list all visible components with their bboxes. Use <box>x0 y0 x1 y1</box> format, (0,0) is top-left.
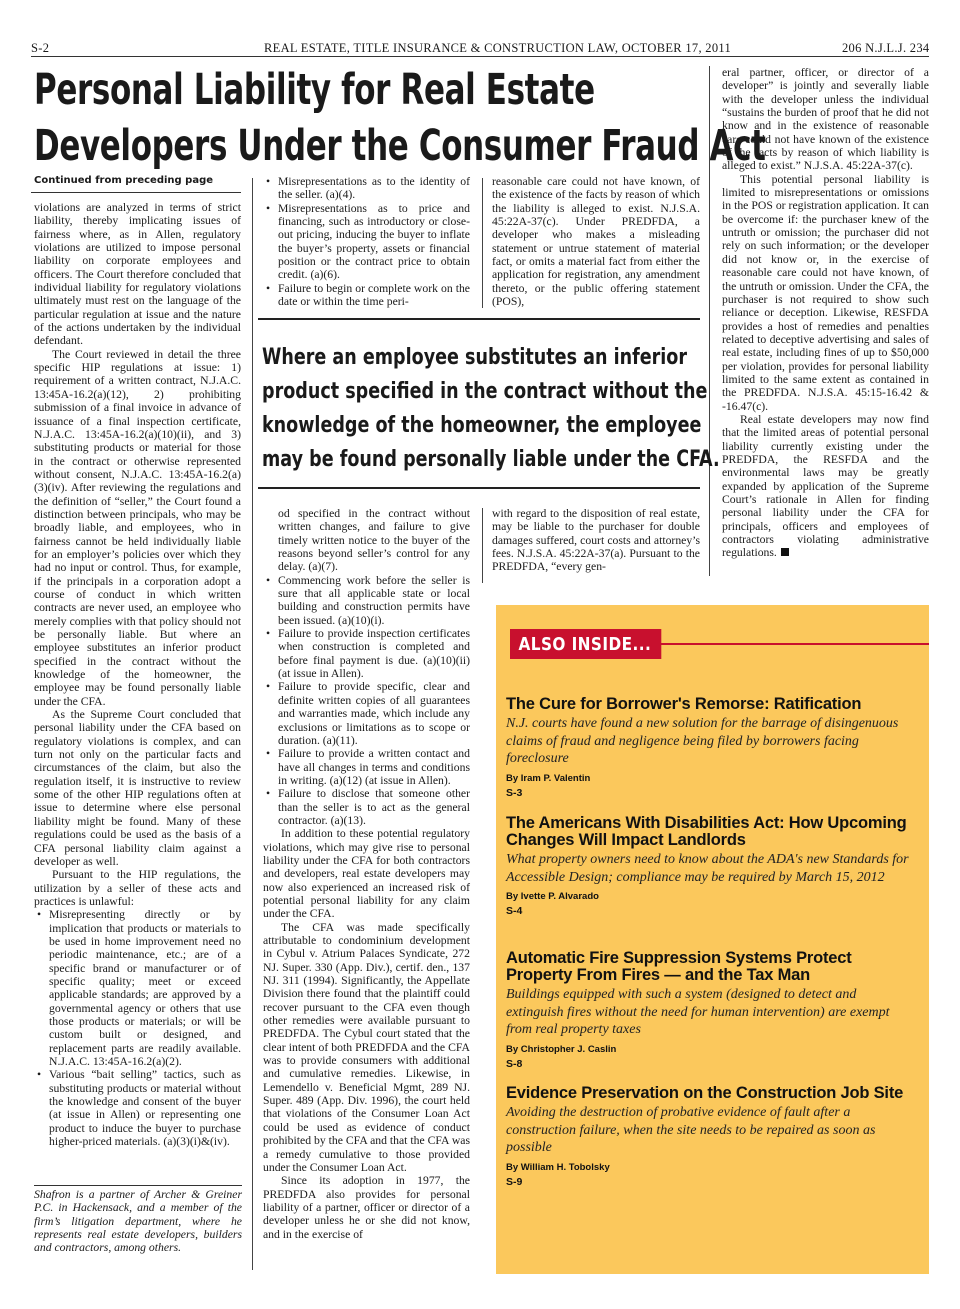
continued-label: Continued from preceding page <box>34 175 214 186</box>
article-column-1 <box>34 201 241 1148</box>
item-description: What property owners need to know about the ADA's new Standards for Accessible Design; compliance may be required by March 15, 2012 <box>506 852 909 885</box>
article-column-2-top <box>263 175 470 308</box>
paragraph: In addition to these potential regulatory violations, which may give rise to personal liability under the CFA for both contractors and developers, real estate developers may now also experienced an increased risk of potential personal liability for any claim under the CFA. <box>263 827 470 921</box>
bullet-list <box>263 574 470 828</box>
pull-quote-line: Where an employee substitutes an inferior <box>262 344 688 370</box>
item-page: S-8 <box>506 1057 523 1070</box>
paragraph: Pursuant to the HIP regulations, the utilization by a seller of these acts and practices is unlawful: <box>34 868 241 908</box>
item-title: The Americans With Disabilities Act: How Upcoming Changes Will Impact Landlords <box>506 814 907 849</box>
paragraph-text: Real estate developers may now find that the limited areas of potential personal liability currently existing under the PREDFDA, the RESFDA and the environmental laws may be greatly expanded by application of the Supreme Court’s rationale in Allen for finding personal liability under the CFA for principals, officers and employees of contractors violating administrative regulations. <box>722 412 929 560</box>
item-page: S-4 <box>506 905 523 917</box>
item-page: S-3 <box>506 786 523 799</box>
list-item: • Commencing work before the seller is sure that all applicable state or local building and construction permits have been issued. (a)(10)(i). <box>263 574 470 627</box>
also-inside-item[interactable] <box>506 950 916 1070</box>
item-description: Buildings equipped with such a system (designed to detect and extinguish fires without the need for human intervention) are exempt from real property taxes <box>506 987 890 1037</box>
headline-line-2: Developers Under the Consumer Fraud Act <box>34 121 766 171</box>
pull-quote-line: product specified in the contract without the <box>262 378 708 404</box>
column-rule-2-bottom <box>482 508 483 583</box>
bullet-list <box>263 175 470 308</box>
list-item: • Failure to provide inspection certificates when construction is completed and before final payment is due. (a)(10)(ii) (at issue in Allen). <box>263 627 470 680</box>
list-item: • Misrepresentations as to price and financing, such as introductory or close-out pricing, inducing the buyer to inflate the buyer’s property, assets or financial position or the contract price to obtain credit. (a)(6). <box>263 202 470 282</box>
list-item: • Various “bait selling” tactics, such as substituting products or material without the knowledge and consent of the buyer (at issue in Allen) or representing one product to induce the buyer to purchase higher-priced materials. (a)(3)(i)&(iv). <box>34 1068 241 1148</box>
column-rule-1 <box>252 178 253 1270</box>
item-byline: By Christopher J. Caslin <box>506 1043 617 1055</box>
also-inside-box <box>496 605 929 1274</box>
also-inside-label: ALSO INSIDE... <box>510 629 661 659</box>
paragraph: The CFA was made specifically attributable to condominium development in Cybul v. Atrium Palaces Syndicate, 272 NJ. Super. 330 (App. Div.), certif. den., 137 NJ. 311 (1994). Significantly, the Appellate Division there found that the plaintiff could recover pursuant to the CFA even though other remedies were available pursuant to PREDFDA. The Cybul court stated that the clear intent of both PREDFDA and the CFA was to provide consumers with additional and cumulative remedies. Likewise, in Lemendello v. Beneficial Mgmt, 289 NJ. Super. 489 (App. Div. 1996), the court held that violations of the Consumer Loan Act could be used as evidence of conduct prohibited by the CFA and that the CFA was a remedy cumulative to those provided under the Consumer Loan Act. <box>263 920 470 1174</box>
list-item: • Failure to provide a written contact and have all changes in terms and conditions in writing. (a)(12) (at issue in Allen). <box>263 747 470 787</box>
item-byline: By William H. Tobolsky <box>506 1161 610 1173</box>
paragraph: Since its adoption in 1977, the PREDFDA also provides for personal liability of a partner, officer or director of a developer unless he or she did not know, and in the exercise of <box>263 1174 470 1241</box>
bullet-list <box>34 908 241 1148</box>
also-inside-item[interactable] <box>506 815 916 917</box>
headline-line-1: Personal Liability for Real Estate <box>34 65 595 115</box>
article-column-3-top <box>492 175 700 308</box>
also-inside-item[interactable] <box>506 696 916 799</box>
also-inside-rule <box>646 643 929 645</box>
column-rule-3 <box>709 66 710 576</box>
item-byline: By Ivette P. Alvarado <box>506 891 599 902</box>
list-item: • Misrepresenting directly or by implication that products or materials to be used in home improvement need no periodic maintenance, etc.; are of a specific brand or manufacturer or of specific quality; meet or exceed applicable standards; are approved by a governmental agency or others that use those products or materials; or will be custom built or designed, and replacement parts are readily available. N.J.A.C. 13:45A-16.2(a)(2). <box>34 908 241 1068</box>
paragraph: This potential personal liability is limited to misrepresentations or omissions in the POS or registration application. It can be overcome if: the purchaser knew of the untruth or omission; the purchaser did not rely on such information; or the developer did not know or, in the exercise of reasonable care could not have known, of the untruth or omission. Under the CFA, the purchaser is not required to show such reliance or deception. Likewise, RESFDA provides a host of remedies and penalties related to deceptive advertising and sales of real estate, including fines of up to $50,000 per violation, provides for personal liability limited to the same extent as contained in the PREDFDA. N.J.S.A. 45:15-16.42 & -16.47(c). <box>722 172 929 413</box>
paragraph: As the Supreme Court concluded that personal liability under the CFA based on regulatory violations is complex, and can turn not only on the particular facts and circumstances of the claim, but also the regulation itself, it is instructive to review some of the other HIP regulations often at issue to determine where else personal liability might be found. Many of these regulations could be used as the basis of a CFA personal liability claim against a developer as well. <box>34 708 241 868</box>
item-description: Avoiding the destruction of probative evidence of fault after a construction failure, when the site needs to be repaired as soon as possible <box>506 1105 876 1155</box>
item-byline: By Iram P. Valentin <box>506 772 591 784</box>
item-page: S-9 <box>506 1175 523 1188</box>
section-title: REAL ESTATE, TITLE INSURANCE & CONSTRUCTION LAW, OCTOBER 17, 2011 <box>264 41 732 55</box>
header-rule <box>31 56 929 57</box>
item-description: N.J. courts have found a new solution for the barrage of disingenuous claims of fraud and negligence being filed by borrowers facing foreclosure <box>506 716 899 766</box>
pull-quote-rule-top <box>258 318 700 320</box>
list-item: • Failure to provide specific, clear and definite written copies of all guarantees and warranties made, which include any exclusions or limitations as to scope or duration. (a)(11). <box>263 680 470 747</box>
pull-quote-rule-bottom <box>258 487 700 489</box>
list-item: • Failure to disclose that someone other than the seller is to act as the general contractor. (a)(13). <box>263 787 470 827</box>
paragraph: with regard to the disposition of real estate, may be liable to the purchaser for double damages suffered, court costs and attorney’s fees. N.J.S.A. 45:22A-37(a). Pursuant to the PREDFDA, “every gen- <box>492 507 700 574</box>
column-rule-2-top <box>482 178 483 308</box>
journal-citation: 206 N.J.L.J. 234 <box>842 41 930 55</box>
item-title: The Cure for Borrower's Remorse: Ratification <box>506 695 862 713</box>
author-bio: Shafron is a partner of Archer & Greiner P.C. in Hackensack, and a member of the firm’s litigation department, where he represents real estate developers, builders and contractors, among others. <box>34 1188 242 1255</box>
pull-quote <box>262 340 720 476</box>
pull-quote-line: may be found personally liable under the CFA. <box>262 446 720 472</box>
bio-rule <box>34 1185 242 1186</box>
list-item: • Misrepresentations as to the identity of the seller. (a)(4). <box>263 175 470 202</box>
also-inside-item[interactable] <box>506 1085 916 1188</box>
paragraph: reasonable care could not have known, of the existence of the facts by reason of which the liability is alleged to exist. N.J.S.A. 45:22A-37(c). Under PREDFDA, a developer who makes a misleading statement or untrue statement of material fact, or omits a material fact from either the application for registration, any amendment thereto, or the public offering statement (POS), <box>492 175 700 309</box>
paragraph <box>722 413 929 560</box>
list-item: • Failure to begin or complete work on the date or within the time peri- <box>263 282 470 309</box>
item-title: Automatic Fire Suppression Systems Protect Property From Fires — and the Tax Man <box>506 949 852 984</box>
paragraph: eral partner, officer, or director of a developer” is jointly and severally liable with the developer unless the individual “sustains the burden of proof that he did not know and in the existence of reasonable care could not have known of the existence of the facts by reason of which liability is alleged to exist.” N.J.S.A. 45:22A-37(c). <box>722 66 929 173</box>
article-column-2-bottom <box>263 507 470 1241</box>
pull-quote-line: knowledge of the homeowner, the employee <box>262 412 702 438</box>
page-number: S-2 <box>31 41 50 55</box>
paragraph: The Court reviewed in detail the three specific HIP regulations at issue: 1) requirement of a written contract, N.J.A.C. 13:45A-16.2(a)(12), 2) prohibiting submission of a final invoice in advance of issuance of a final inspection certificate, N.J.A.C. 13:45A-16.2(a)(10)(ii), and 3) substituting products or material for those in the contract or otherwise represented without consent, N.J.A.C. 13:45A-16.2(a)(3)(iv). After reviewing the regulations and the definition of “seller,” the Court found a distinction between principals, who may be broadly liable, and employees, who in fairness cannot be held individually liable for an employer’s policies over which they had no input or control. Thus, for example, if the principals in a corporation adopt a course of conduct in which written contracts are never used, an employee who merely complies with that policy should not be personally liable. But where an employee substitutes an inferior product specified in the contract without the knowledge of the homeowner, the employee may be found personally liable under the CFA. <box>34 347 241 708</box>
end-of-article-icon <box>781 548 789 556</box>
paragraph: violations are analyzed in terms of strict liability, thereby implicating issues of fairness where, as in Allen, regulatory violations are utilized to impose personal liability on corporate employees and officers. The Court therefore concluded that individual liability for regulatory violations ultimately must rest on the language of the particular regulation at issue and the nature of the actions undertaken by the individual defendant. <box>34 201 241 348</box>
article-column-3-bottom <box>492 507 700 574</box>
paragraph: od specified in the contract without written changes, and failure to give timely written notice to the buyer of the reasons beyond seller’s control for any delay. (a)(7). <box>278 507 470 574</box>
continued-rule <box>31 192 241 193</box>
article-headline <box>34 62 766 174</box>
article-column-4 <box>722 66 929 560</box>
item-title: Evidence Preservation on the Construction Job Site <box>506 1084 904 1102</box>
